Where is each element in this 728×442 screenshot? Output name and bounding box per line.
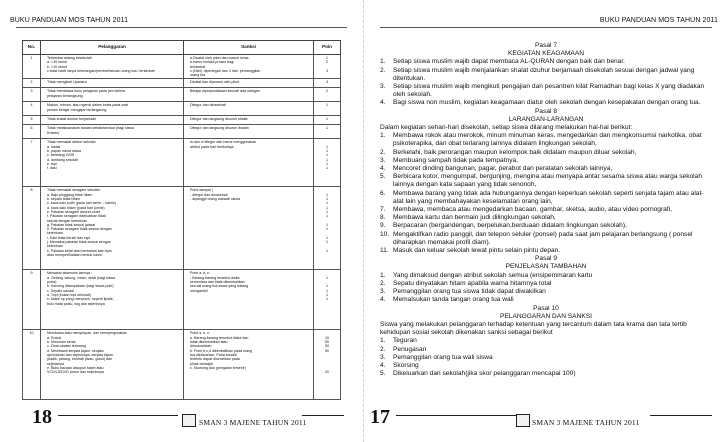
- cell-sanksi: [184, 88, 314, 102]
- poin-line: 1: [326, 117, 328, 122]
- pasal9-list: [380, 272, 712, 305]
- pelanggaran-line: c. Sepatu sandal: [47, 288, 74, 293]
- poin-line: 50: [325, 340, 329, 345]
- pelanggaran-line: Makan, minum, atau ngemil dalam kelas pada saat: [47, 103, 129, 108]
- table-row: [23, 88, 341, 102]
- sanksi-line: Point sampai j: [190, 188, 213, 193]
- cell-no: 7: [23, 139, 41, 187]
- cell-sanksi: [184, 270, 314, 330]
- poin-line: 1: [326, 56, 328, 60]
- list-item-text: Berbicara kotor, mengumpat, bergunjing, mengina atau menyapa antar sesama siswa atau warga sekolah lainnya dengan kata sapaan yang tidak senonoh,: [393, 173, 702, 189]
- list-item: 5. Dikeluarkan dari sekolah(jika skor pelanggaran mencapai 100): [380, 370, 576, 378]
- cell-no: 5: [23, 116, 41, 125]
- pelanggaran-line: Tidak mengikuti Upacara: [47, 80, 87, 85]
- poin-line: 1: [326, 126, 328, 131]
- violation-table: [22, 40, 341, 400]
- pelanggaran-line: b. >10 menit: [47, 64, 67, 69]
- pelanggaran-line: g. Pakaian tidak sesuai jadwal: [47, 222, 96, 227]
- page-number: 18: [32, 406, 52, 428]
- pelanggaran-line: Terlambat datang kesekolah: [47, 56, 92, 60]
- list-item: 1. Teguran: [380, 337, 417, 345]
- list-item: 4. Memalsukan tanda tangan orang tua wali: [380, 296, 514, 304]
- sanksi-line: la dan ci ditegur dan harus menggunakan: [190, 140, 257, 145]
- list-item-text: Mencoret dinding bangunan, pagar, perabot dan peralatan sekolah lainnya,: [393, 165, 613, 173]
- cell-sanksi: [184, 330, 314, 400]
- pelanggaran-line: a. Baju pinggang tidak hitam: [47, 192, 93, 197]
- sanksi-line: Dicatat dan diproses oleh piket: [190, 80, 240, 85]
- list-item: 4. Mencoret dinding bangunan, pagar, perabot dan peralatan sekolah lainnya,: [380, 165, 613, 173]
- pelanggaran-line: d. lambang sekolah: [47, 157, 79, 162]
- poin-line: 1: [326, 288, 328, 293]
- sanksi-line: tertentu dapat diserahkan pada: [190, 357, 240, 362]
- poin-line: 1: [326, 205, 328, 210]
- pelanggaran-line: Tidak shalat dzuhur berjamaah: [47, 117, 97, 122]
- sanksi-line: kecuali orang tua siswa yang datang: [190, 284, 249, 289]
- column-header-sanksi: Sanksi: [184, 41, 314, 55]
- poin-line: 1: [326, 201, 328, 206]
- cell-no: 3: [23, 88, 41, 102]
- list-item: 4. Skorsing: [380, 361, 419, 369]
- right-body: [380, 42, 712, 378]
- poin-line: 1: [326, 222, 328, 227]
- list-item: 1. Membawa rokok atau merokok, minum minuman keras, mengedarkan dan mengkonsumsi narkotika, obat psikoterapika, dan obat terlarang lainnya didalam lingkungan sekolah,: [380, 132, 702, 148]
- pelanggaran-line: b. Minuman keras: [47, 340, 76, 345]
- page-number: 17: [370, 406, 390, 428]
- sanksi-line: tua dikeluarkan. Pada kondisi: [190, 352, 237, 357]
- pelanggaran-line: f. dasi: [47, 166, 57, 171]
- pelanggaran-line: Tidak membawa buku pelajaran pada jam kelima: [47, 89, 125, 94]
- pelanggaran-line: sejenisnya: [47, 361, 64, 366]
- pelanggaran-line: Kristen): [47, 130, 60, 135]
- cell-sanksi: [184, 139, 314, 187]
- pelanggaran-line: proses belajar mengajar berlangsung: [47, 107, 107, 112]
- cell-poin: [314, 116, 341, 125]
- poin-line: 20: [325, 370, 329, 375]
- sanksi-line: c. Skorsing dan (pengalan tersehir): [190, 365, 246, 370]
- list-item: 9. Berpacaran (bergandengan, berpelukan,berduaan didalam lingkungan sekolah),: [380, 222, 627, 230]
- cell-no: 4: [23, 102, 41, 116]
- cell-poin: [314, 125, 341, 139]
- footer-box: [516, 414, 530, 427]
- list-item-text: Mengaktifkan radio panggil, dan telepon seluler (ponsel) pada saat jam pelajaran berlangsung ( ponsel diharapkan memakai profil diam).: [393, 230, 693, 246]
- poin-line: 2: [326, 60, 328, 65]
- pelanggaran-line: putra): [47, 280, 57, 285]
- poin-line: 1: [326, 192, 328, 197]
- pasal10-intro: Siswa yang melakukan pelanggaran terhadap ketentuan yang tercantum dalam tata krama dan tata tertib kehidupan sosial sekolah dikenakan sanksi sebagai berikut: [380, 320, 687, 337]
- list-item-text: Pemanggilan orang tua siswa tidak dapat diwakilkan: [393, 288, 546, 296]
- list-item-text: Membawa, membaca atau mengedarkan bacaan, gambar, sketsa, audio, atau video pornografi,: [393, 206, 672, 214]
- table-row: [23, 55, 341, 79]
- cell-sanksi: [184, 116, 314, 125]
- list-item: 11. Masuk dan keluar sekolah lewat pintu selain pintu depan.: [380, 247, 561, 255]
- pasal8-title: Pasal 8: [535, 107, 557, 115]
- page-footer: SMAN 3 MAJENE TAHUN 2011: [199, 418, 307, 427]
- pelanggaran-line: c. lambang OSIS: [47, 153, 75, 158]
- page-header: BUKU PANDUAN MOS TAHUN 2011: [599, 17, 718, 24]
- list-item: 2. Berkelahi, baik perorangan maupun kelompok baik didalam maupun diluar sekolah,: [380, 148, 637, 156]
- poin-line: [316, 253, 338, 257]
- sanksi-line: - Barang-barang tersebut disita: [190, 275, 240, 280]
- pelanggaran-line: k. Pakaian ketat atau berbahan kain tipis: [47, 248, 112, 253]
- pelanggaran-line: pelajaran berlangsung: [47, 93, 83, 98]
- list-item: 2. Setiap siswa muslim wajib menjalankan shalat dzuhur berjamaah disekolah sesuai dengan jadwal yang ditentukan.: [380, 66, 695, 82]
- poin-line: 1: [326, 157, 328, 162]
- cell-pelanggaran: [41, 125, 184, 139]
- table-row: [23, 79, 341, 88]
- cell-sanksi: [184, 79, 314, 88]
- pelanggaran-line: VCD/LD/DVD porno dan sejenisnya: [47, 370, 104, 375]
- poin-line: 50: [325, 348, 329, 353]
- poin-line: 1: [326, 166, 328, 171]
- sanksi-line: pihak berwajib: [190, 361, 213, 366]
- pasal10-title: Pasal 10: [533, 304, 559, 312]
- pelanggaran-line: h. Pakaian seragam tidak sesuai dengan: [47, 227, 112, 232]
- cell-sanksi: [184, 55, 314, 79]
- pasal10-list: [380, 337, 712, 378]
- list-item-text: Masuk dan keluar sekolah lewat pintu selain pintu depan.: [393, 247, 561, 255]
- sanksi-line: b. Point b,c,d dikembalikan pada orang: [190, 348, 253, 353]
- list-item-text: Skorsing: [393, 361, 419, 369]
- page-header: BUKU PANDUAN MOS TAHUN 2011: [10, 17, 129, 24]
- poin-line: 1: [326, 149, 328, 154]
- list-item-text: Pemanggilan orang tua wali siswa: [393, 353, 493, 361]
- poin-line: 1: [326, 284, 328, 289]
- list-item-text: Berkelahi, baik perorangan maupun kelompok baik didalam maupun diluar sekolah,: [393, 148, 637, 156]
- pasal10-subtitle: PELANGGARAN DAN SANKSI: [500, 312, 592, 320]
- cell-pelanggaran: [41, 88, 184, 102]
- list-item-text: Sepatu dinyatakan hitam apabila warna hitamnya total: [393, 279, 552, 287]
- pasal9-title: Pasal 9: [535, 255, 557, 263]
- header-rule: [380, 27, 712, 28]
- poin-line: 1: [326, 292, 328, 297]
- poin-line: 1: [326, 103, 328, 108]
- pelanggaran-line: e. Make up yang menyolok, seperti lipstik,: [47, 297, 114, 302]
- footer-box: [182, 414, 196, 427]
- right-page: [364, 0, 728, 442]
- footer-rule-right: [650, 415, 712, 416]
- pelanggaran-line: e. topi: [47, 161, 57, 166]
- pelanggaran-line: api/mainan dan sejenisnya, senjata tajam: [47, 352, 113, 357]
- pelanggaran-line: ketentuan: [47, 244, 63, 249]
- sanksi-line: atribut pada hari berikutnya: [190, 144, 234, 149]
- pelanggaran-line: Tidak melaksanakan ibadah kebaktian/doa (bagi siswa: [47, 126, 134, 131]
- sanksi-line: Ditegur dan langsung disuruh ibadah: [190, 126, 249, 131]
- pasal7-subtitle: KEGIATAN KEAGAMAAN: [508, 50, 584, 58]
- poin-line: 1: [326, 235, 328, 240]
- pelanggaran-line: d. kaos kaki hitam (pada hari jum'at): [47, 205, 105, 210]
- list-item-text: Yang dimaksud dengan atribut sekolah semua (ensipemmaran kartu: [393, 271, 593, 279]
- sanksi-line: dimusnahkan: [190, 344, 212, 349]
- table-row: [23, 102, 341, 116]
- pelanggaran-line: b. sepatu tidak hitam: [47, 197, 81, 202]
- table-body: [23, 55, 341, 400]
- pelanggaran-line: Tidak memakai seragam sekolah:: [47, 188, 101, 193]
- pelanggaran-line: bulu mata palsu, wig dan sejenisnya: [47, 301, 105, 306]
- sanksi-line: - dipanggil orang tua/wali siswa: [190, 197, 240, 202]
- list-item: 1. Yang dimaksud dengan atribut sekolah semua (ensipemmaran kartu: [380, 271, 593, 279]
- list-item-text: Membawa kartu dan bermain judi dilingkungan sekolah,: [393, 214, 556, 222]
- list-item: 3. Pemanggilan orang tua wali siswa: [380, 353, 493, 361]
- list-item-text: Berpacaran (bergandengan, berpelukan,berduaan didalam lingkungan sekolah),: [393, 222, 627, 230]
- sanksi-line: Point a, b, c:: [190, 271, 210, 276]
- pelanggaran-line: Membawa atau menyimpan, dan mempergunakan: [47, 331, 128, 336]
- table-row: [23, 116, 341, 125]
- table-header-row: [23, 41, 341, 55]
- pelanggaran-line: ketentuan: [47, 231, 63, 236]
- pelanggaran-line: Tidak memakai atribut sekolah: [47, 140, 96, 145]
- list-item: 5. Berbicara kotor, mengumpat, bergunjing, mengina atau menyapa antar sesama siswa atau warga sekolah lainnya dengan kata sapaan yang tidak senonoh,: [380, 173, 702, 189]
- pelanggaran-line: c.tidak hadir tanpa keterangan/pemberitahuan orang tua / terlambat: [47, 68, 155, 73]
- list-item-text: Teguran: [393, 337, 417, 345]
- sanksi-line: Point a, b, c:: [190, 331, 210, 336]
- column-header-pelanggaran: Pelanggaran: [41, 41, 184, 55]
- pelanggaran-line: a. <10 menit: [47, 60, 67, 65]
- sanksi-line: mengambil: [190, 288, 208, 293]
- pasal8-subtitle: LARANGAN-LARANGAN: [508, 115, 584, 123]
- poin-line: 1: [326, 240, 328, 245]
- sanksi-line: - ditegur dan dinasehati: [190, 192, 228, 197]
- cell-no: 1: [23, 55, 41, 79]
- pelanggaran-line: sesuai dengan ketentuan: [47, 218, 88, 223]
- cell-sanksi: [184, 125, 314, 139]
- pasal7-list: [380, 58, 712, 107]
- poin-line: 1: [326, 227, 328, 232]
- poin-line: 1: [326, 248, 328, 253]
- header-rule: [16, 27, 347, 28]
- pelanggaran-line: (badik, parang, tombak pisau, golok) dan: [47, 357, 113, 362]
- pelanggaran-line: a. lokasi: [47, 144, 61, 149]
- list-item-text: Membawa barang yang tidak ada hubungannya dengan keperluan sekolah seperti senjata tajam atau alat-alat lain yang membahayakan keselamatan orang lain,: [393, 189, 704, 205]
- pelanggaran-line: f. Pakaian seragam dikeluarkan tidak: [47, 214, 106, 219]
- cell-pelanggaran: [41, 102, 184, 116]
- list-item-text: Setiap siswa muslim wajib mengikuti pengajian dan pesantren kilat Ramadhan bagi kelas X yang diadakan oleh sekolah.: [393, 83, 705, 99]
- pelanggaran-line: e. Pakaian seragam dicoret-coret: [47, 209, 100, 214]
- pasal8-list: [380, 132, 712, 255]
- sanksi-line: a.Dicatat oleh piket dan masuk kelas: [190, 56, 249, 60]
- list-item-text: Setiap siswa muslim wajib menjalankan shalat dzuhur berjamaah disekolah sesuai dengan jadwal yang ditentukan.: [393, 66, 695, 82]
- cell-pelanggaran: [41, 330, 184, 400]
- sanksi-line: Belajar diperpustakaan kecuali ada ulangan: [190, 89, 260, 94]
- sanksi-line: c.(Hari), dipertegah dan 3 hari, pemanggilan: [190, 68, 261, 73]
- pelanggaran-line: c. Obat-obatan terlarang: [47, 344, 86, 349]
- poin-line: 4: [326, 80, 328, 85]
- cell-poin: [314, 270, 341, 330]
- list-item-text: Membuang sampah tidak pada tempatnya,: [393, 156, 518, 164]
- sanksi-line: terlambat: [190, 64, 205, 69]
- cell-pelanggaran: [41, 270, 184, 330]
- column-header-poin: Poin: [314, 41, 341, 55]
- poin-line: 1: [326, 197, 328, 202]
- list-item-text: Penugasan: [393, 345, 427, 353]
- poin-line: 10: [325, 335, 329, 340]
- sanksi-line: orang tua: [190, 73, 206, 78]
- pelanggaran-line: b. papan nama siswa: [47, 149, 81, 154]
- pelanggaran-line: i. Kaki tidak bersih dan rapi: [47, 235, 91, 240]
- cell-pelanggaran: [41, 116, 184, 125]
- sanksi-line: b.harus melalui proses bagi: [190, 60, 234, 65]
- sanksi-line: Ditegur dan dinasehati: [190, 103, 226, 108]
- sanksi-line: sementara dan tidak dikembalikan,: [190, 280, 246, 285]
- page-footer: SMAN 3 MAJENE TAHUN 2011: [532, 418, 640, 427]
- pelanggaran-line: atau memperlihatkan bentuk tubuh: [47, 252, 103, 257]
- pelanggaran-line: d. Topi (bukan topi sekolah): [47, 292, 91, 297]
- cell-poin: [314, 330, 341, 400]
- list-item-text: Membawa rokok atau merokok, minum minuman keras, mengedarkan dan mengkonsumsi narkotika, obat psikoterapika, dan obat terlarang lainnya didalam lingkungan sekolah,: [393, 132, 702, 148]
- list-item: 3. Setiap siswa muslim wajib mengikuti pengajian dan pesantren kilat Ramadhan bagi kelas X yang diadakan oleh sekolah.: [380, 83, 705, 99]
- list-item-text: Setiap siswa muslim wajib dapat membaca AL-QURAN dengan baik dan benar.: [393, 58, 626, 66]
- sanksi-line: tidak dikembalikan atau: [190, 340, 228, 345]
- pasal9-subtitle: PENJELASAN TAMBAHAN: [505, 263, 587, 271]
- poin-line: [316, 302, 338, 306]
- list-item-text: Bagi siswa non muslim, kegiatan keagamaan diatur oleh sekolah dengan kesepakatan dengan orang tua.: [393, 99, 701, 107]
- list-item: 2. Sepatu dinyatakan hitam apabila warna hitamnya total: [380, 279, 552, 287]
- cell-poin: [314, 79, 341, 88]
- poin-line: 50: [325, 344, 329, 349]
- list-item: 4. Bagi siswa non muslim, kegiatan keagamaan diatur oleh sekolah dengan kesepakatan dengan orang tua.: [380, 99, 701, 107]
- poin-line: 2: [326, 89, 328, 94]
- cell-no: 9: [23, 270, 41, 330]
- sanksi-line: a. Barang-barang tersebut disita dan: [190, 335, 249, 340]
- list-item-text: Memalsukan tanda tangan orang tua wali: [393, 296, 514, 304]
- pelanggaran-line: Memakai aksesoris lainnya :: [47, 271, 93, 276]
- pelanggaran-line: b. Kancing ditampakkan (bagi siswa putri): [47, 284, 114, 289]
- list-item: 3. Membuang sampah tidak pada tempatnya,: [380, 156, 518, 164]
- list-item: 7. Membawa, membaca atau mengedarkan bacaan, gambar, sketsa, audio, atau video pornografi,: [380, 206, 672, 214]
- poin-line: 1: [326, 161, 328, 166]
- footer-rule-right: [302, 415, 344, 416]
- poin-line: 1: [326, 144, 328, 149]
- poin-line: 1: [326, 209, 328, 214]
- sanksi-line: Ditegur dan langsung disuruh shalat: [190, 117, 248, 122]
- cell-pelanggaran: [41, 187, 184, 270]
- list-item: 3. Pemanggilan orang tua siswa tidak dapat diwakilkan: [380, 288, 546, 296]
- list-item: 10. Mengaktifkan radio panggil, dan telepon seluler (ponsel) pada saat jam pelajaran berlangsung ( ponsel diharapkan memakai profil diam).: [380, 230, 693, 246]
- pelanggaran-line: c. kaos kaki putih (pada hari senin – kamis): [47, 201, 116, 206]
- pelanggaran-line: a. Gelang, kalung, cincin, antai (bagi siswa: [47, 275, 116, 280]
- cell-pelanggaran: [41, 79, 184, 88]
- pelanggaran-line: j. Memakai pakaian tidak sesuai dengan: [47, 240, 111, 245]
- list-item: 2. Penugasan: [380, 345, 427, 353]
- table-row: [23, 270, 341, 330]
- cell-no: 6: [23, 125, 41, 139]
- cell-poin: [314, 88, 341, 102]
- cell-no: 10: [23, 330, 41, 400]
- cell-pelanggaran: [41, 139, 184, 187]
- list-item: 8. Membawa kartu dan bermain judi dilingkungan sekolah,: [380, 214, 556, 222]
- pasal7-title: Pasal 7: [535, 42, 557, 49]
- list-item-text: Dikeluarkan dari sekolah(jika skor pelanggaran mencapai 100): [393, 370, 576, 378]
- cell-poin: [314, 102, 341, 116]
- cell-pelanggaran: [41, 55, 184, 79]
- column-header-no: No.: [23, 41, 41, 55]
- poin-line: 3: [326, 68, 328, 73]
- cell-sanksi: [184, 187, 314, 270]
- table-row: [23, 125, 341, 139]
- table-row: [23, 187, 341, 270]
- footer-rule-left: [396, 415, 516, 416]
- list-item: 1. Setiap siswa muslim wajib dapat membaca AL-QURAN dengan baik dan benar.: [380, 58, 626, 66]
- poin-line: 1: [326, 297, 328, 302]
- pelanggaran-line: e. Buku bacaan ataupun kaset atau: [47, 365, 104, 370]
- pelanggaran-line: d. Membawa senjata tajam, senjata: [47, 348, 104, 353]
- cell-poin: [314, 55, 341, 79]
- cell-no: 8: [23, 187, 41, 270]
- poin-line: 1: [326, 153, 328, 158]
- cell-poin: [314, 187, 341, 270]
- cell-poin: [314, 139, 341, 187]
- pasal8-intro: Dalam kegiatan sehari-hari disekolah, setiap siswa dilarang melakukan hal-hal berikut:: [380, 124, 633, 132]
- table-row: [23, 330, 341, 400]
- poin-line: 1: [326, 214, 328, 219]
- pelanggaran-line: a. Rokok: [47, 335, 62, 340]
- poin-line: 1: [326, 275, 328, 280]
- table-row: [23, 139, 341, 187]
- cell-no: 2: [23, 79, 41, 88]
- list-item: 6. Membawa barang yang tidak ada hubungannya dengan keperluan sekolah seperti senjata tajam atau alat-alat lain yang membahayakan keselamatan orang lain,: [380, 189, 704, 205]
- footer-rule-left: [58, 415, 178, 416]
- cell-sanksi: [184, 102, 314, 116]
